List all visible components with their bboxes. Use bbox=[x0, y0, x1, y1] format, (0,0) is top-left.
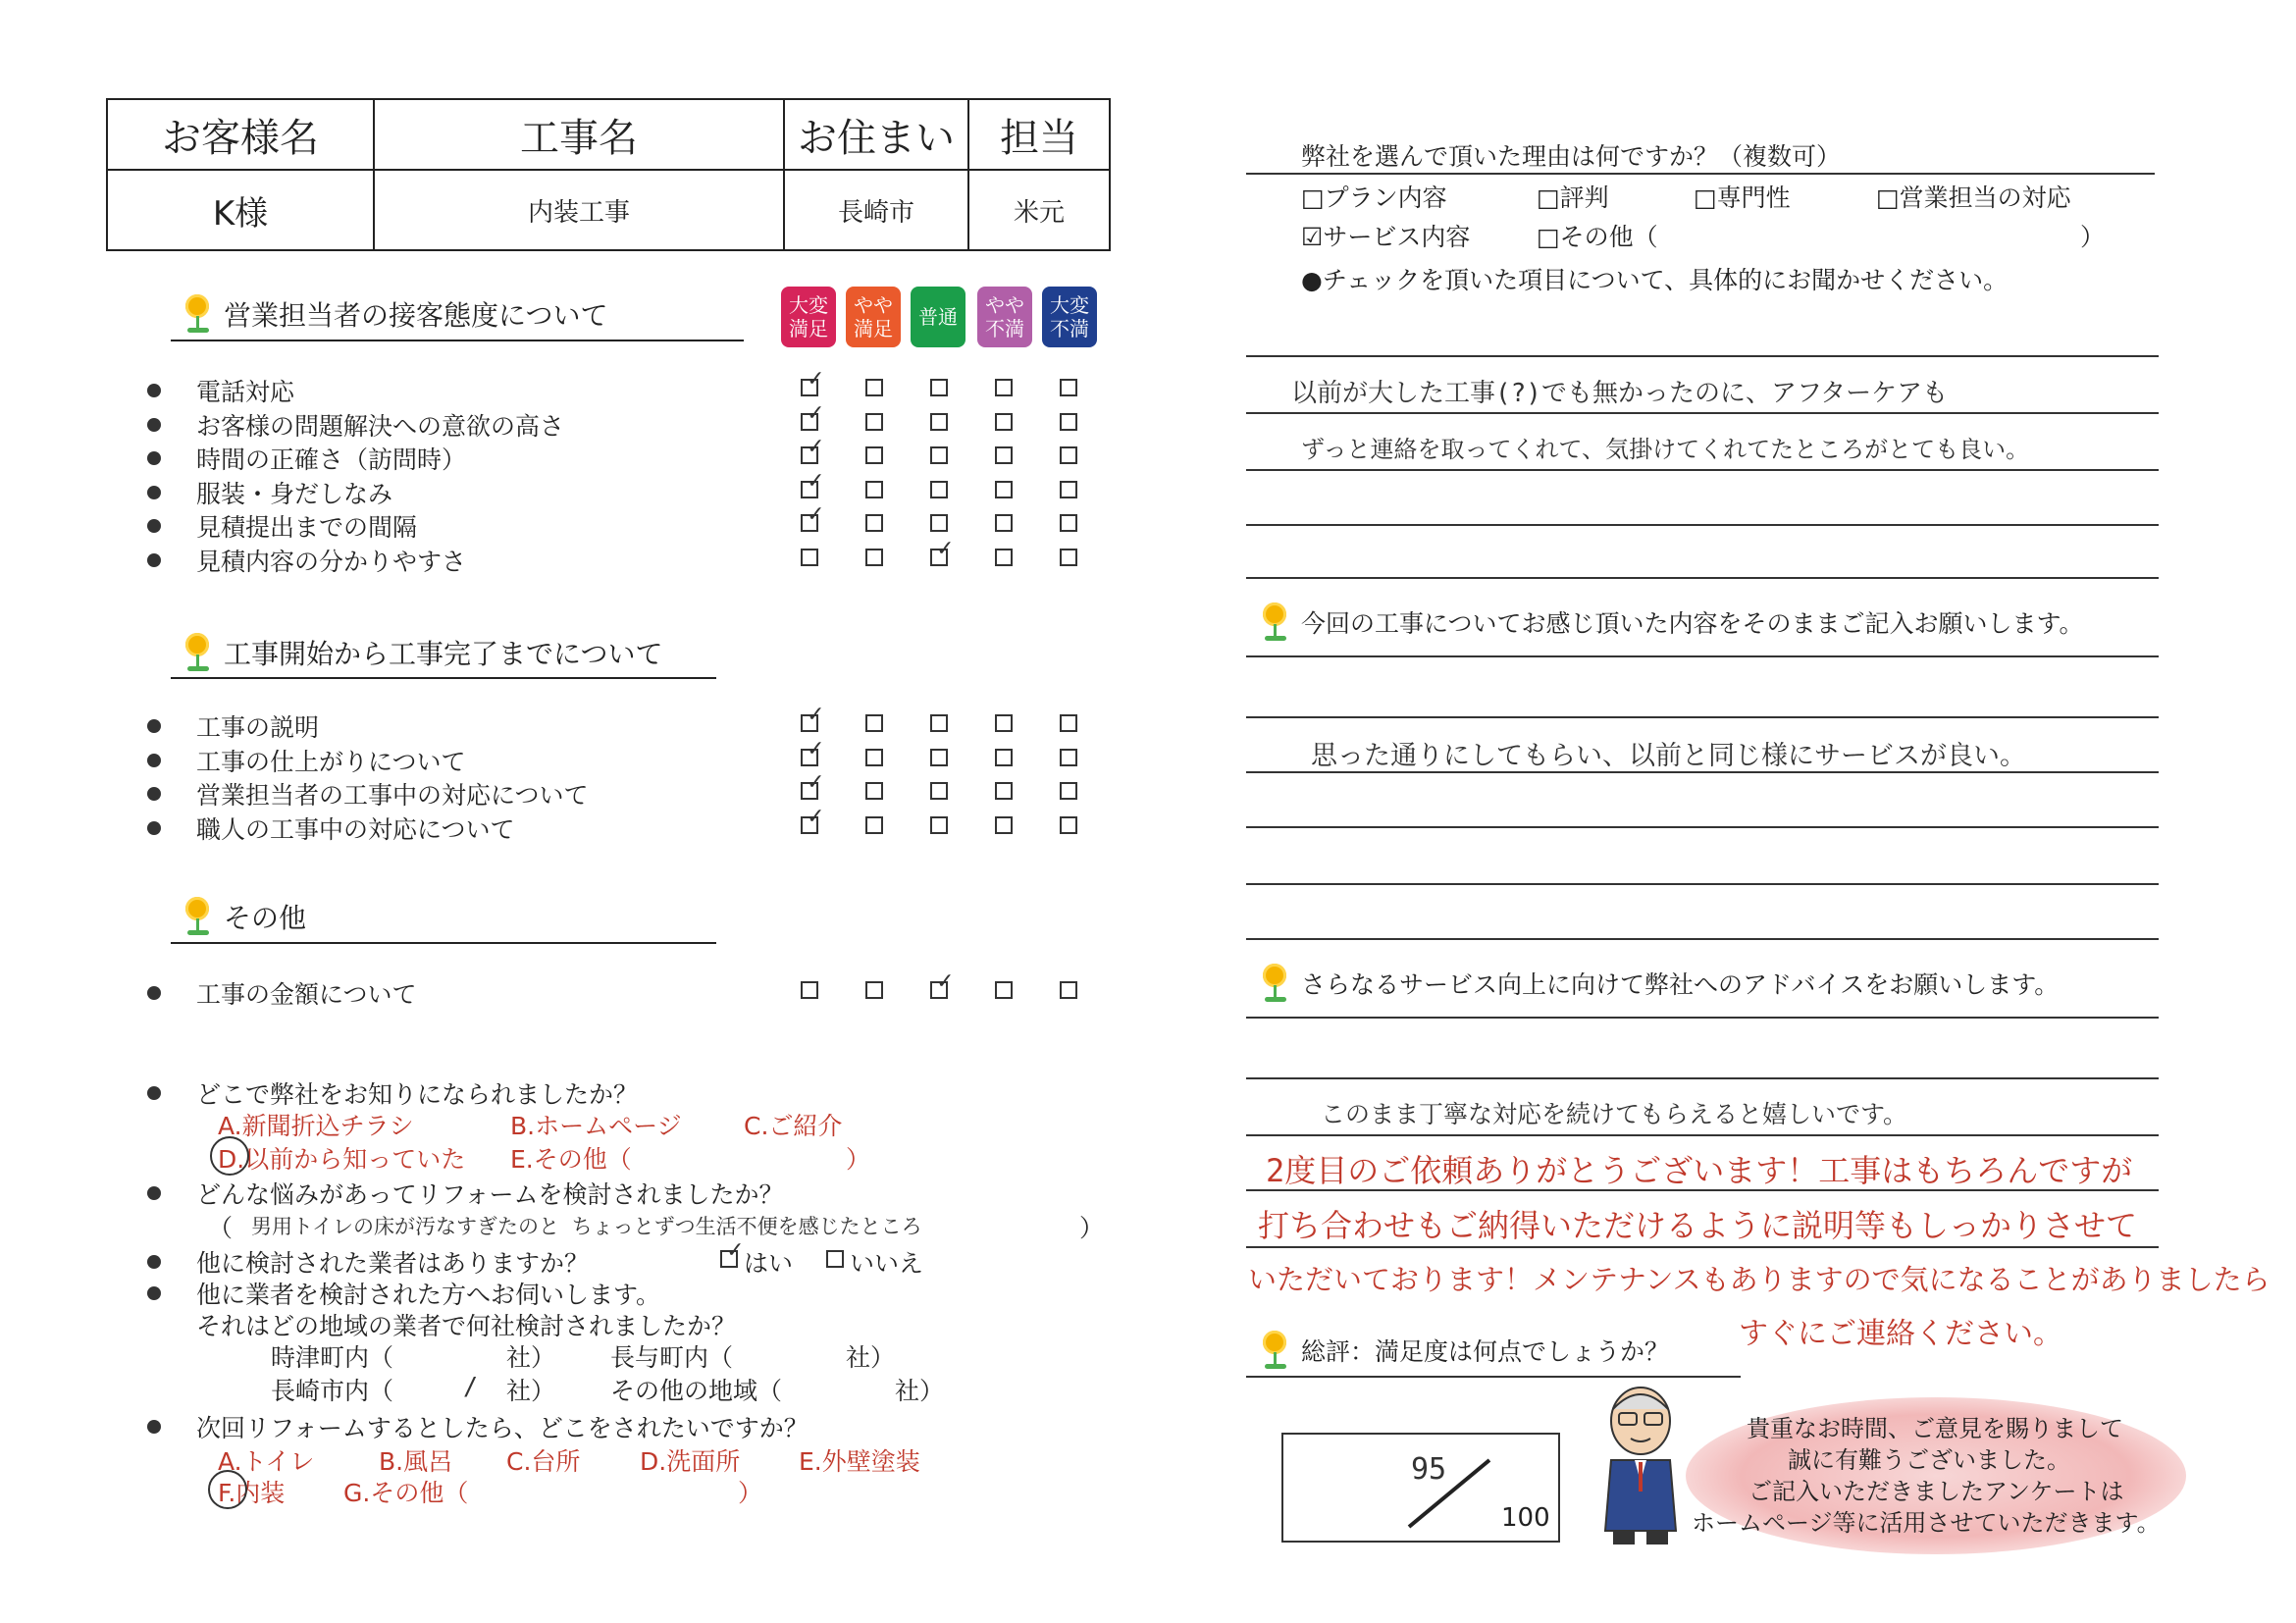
reason-option-other[interactable]: □その他（ bbox=[1537, 223, 1658, 251]
reply-line2: 打ち合わせもご納得いただけるように説明等もしっかりさせて bbox=[1258, 1207, 2138, 1244]
bullet-icon bbox=[147, 519, 161, 533]
flower-icon bbox=[184, 294, 210, 334]
source-option-c: C.ご紹介 bbox=[744, 1112, 843, 1140]
question-row bbox=[147, 708, 319, 744]
question-label: 工事の仕上がりについて bbox=[196, 747, 466, 776]
rating-checkbox[interactable] bbox=[1060, 981, 1077, 999]
region-nagasaki-value: / bbox=[463, 1372, 479, 1400]
question-other-vendor: 他に検討された業者はありますか？ bbox=[147, 1244, 589, 1280]
rating-checkbox[interactable] bbox=[801, 981, 818, 999]
bullet-icon bbox=[147, 787, 161, 801]
rating-checkbox[interactable] bbox=[801, 714, 818, 732]
rating-checkbox[interactable] bbox=[865, 782, 883, 800]
question-label: 見積提出までの間隔 bbox=[196, 513, 418, 542]
rating-checkbox[interactable] bbox=[1060, 481, 1077, 498]
bullet-icon bbox=[147, 418, 161, 432]
source-option-a: A.新聞折込チラシ bbox=[218, 1112, 414, 1140]
rating-checkbox[interactable] bbox=[801, 413, 818, 431]
question-label: 職人の工事中の対応について bbox=[196, 814, 515, 844]
rating-badge-3: 普通 bbox=[911, 287, 965, 347]
question-label: お客様の問題解決への意欲の高さ bbox=[196, 411, 565, 441]
impression-question: 今回の工事についてお感じ頂いた内容をそのままご記入お願いします。 bbox=[1301, 609, 2084, 638]
section-other-heading bbox=[184, 897, 306, 936]
question-label: 営業担当者の工事中の対応について bbox=[196, 781, 589, 810]
vendor-no-label: いいえ bbox=[850, 1249, 924, 1278]
rating-checkbox[interactable] bbox=[930, 981, 948, 999]
region-question-line2: それはどの地域の業者で何社検討されましたか？ bbox=[196, 1312, 737, 1340]
region-other: その他の地域（ bbox=[610, 1377, 783, 1405]
rating-checkbox[interactable] bbox=[995, 782, 1013, 800]
header-project-label: 工事名 bbox=[520, 115, 638, 161]
selection-circle bbox=[208, 1470, 247, 1509]
customer-name: K様 bbox=[212, 193, 269, 234]
source-option-d: D.以前から知っていた bbox=[218, 1145, 466, 1174]
rating-checkbox[interactable] bbox=[930, 481, 948, 498]
score-heading bbox=[1262, 1331, 1669, 1370]
region-nagayo: 長与町内（ bbox=[610, 1343, 734, 1372]
detail-answer-line1: 以前が大した工事(?)でも無かったのに、アフターケアも bbox=[1291, 379, 1949, 408]
rating-checkbox[interactable] bbox=[865, 714, 883, 732]
question-source: どこで弊社をお知りになられましたか？ bbox=[147, 1075, 638, 1111]
rating-checkbox[interactable] bbox=[995, 481, 1013, 498]
rating-checkbox[interactable] bbox=[865, 413, 883, 431]
rating-checkbox[interactable] bbox=[1060, 549, 1077, 566]
rating-checkbox[interactable] bbox=[801, 782, 818, 800]
rating-checkbox[interactable] bbox=[801, 549, 818, 566]
question-label: 時間の正確さ（訪問時） bbox=[196, 445, 467, 474]
region-tokitsu-close: 社） bbox=[506, 1343, 556, 1372]
worry-answer: 男用トイレの床が汚なすぎたのと ちょっとずつ生活不便を感じたところ bbox=[251, 1215, 922, 1238]
rating-checkbox[interactable] bbox=[865, 481, 883, 498]
section-construction-heading bbox=[184, 633, 662, 672]
bullet-icon bbox=[147, 719, 161, 733]
slash-divider bbox=[1401, 1454, 1499, 1533]
thanks-line3: ご記入いただきましたアンケートは bbox=[1748, 1478, 2124, 1505]
reply-line4: すぐにご連絡ください。 bbox=[1739, 1317, 2062, 1351]
next-option-b: B.風呂 bbox=[379, 1447, 453, 1476]
advice-answer: このまま丁寧な対応を続けてもらえると嬉しいです。 bbox=[1321, 1100, 1908, 1128]
rating-checkbox[interactable] bbox=[930, 749, 948, 766]
rating-checkbox[interactable] bbox=[1060, 714, 1077, 732]
question-row bbox=[147, 508, 417, 544]
thanks-line4: ホームページ等に活用させていただきます。 bbox=[1692, 1509, 2161, 1537]
rating-badge-1: 大変 満足 bbox=[781, 287, 836, 347]
flower-icon bbox=[184, 897, 210, 936]
region-other-close: 社） bbox=[895, 1377, 945, 1405]
question-row bbox=[147, 373, 294, 408]
vendor-yes-label: はい bbox=[744, 1249, 794, 1278]
rating-checkbox[interactable] bbox=[1060, 816, 1077, 834]
section-other-title: その他 bbox=[224, 902, 307, 934]
reason-option-expertise[interactable]: □専門性 bbox=[1694, 183, 1791, 212]
advice-heading bbox=[1262, 964, 2059, 1003]
reason-question: 弊社を選んで頂いた理由は何ですか？（複数可） bbox=[1301, 142, 1842, 171]
question-label: 工事の説明 bbox=[196, 713, 320, 742]
score-box bbox=[1281, 1433, 1560, 1543]
rating-badge-5: 大変 不満 bbox=[1042, 287, 1097, 347]
source-option-e: E.その他（ bbox=[510, 1145, 632, 1174]
flower-icon bbox=[184, 633, 210, 672]
next-option-f: F.内装 bbox=[218, 1479, 286, 1507]
question-row bbox=[147, 743, 466, 778]
rating-checkbox[interactable] bbox=[930, 714, 948, 732]
question-row bbox=[147, 811, 515, 846]
reply-line1: 2度目のご依頼ありがとうございます！工事はもちろんですが bbox=[1266, 1152, 2133, 1189]
rating-checkbox[interactable] bbox=[1060, 379, 1077, 396]
question-region: 他に業者を検討された方へお伺いします。 bbox=[147, 1276, 660, 1311]
question-next-reform: 次回リフォームするとしたら、どこをされたいですか？ bbox=[147, 1409, 809, 1444]
question-row bbox=[147, 407, 564, 443]
next-option-c: C.台所 bbox=[506, 1447, 581, 1476]
rating-badge-4: やや 不満 bbox=[977, 287, 1032, 347]
bullet-icon bbox=[147, 486, 161, 499]
rating-checkbox[interactable] bbox=[801, 481, 818, 498]
rating-checkbox[interactable] bbox=[930, 514, 948, 532]
impression-heading bbox=[1262, 602, 2084, 642]
flower-icon bbox=[1262, 964, 1287, 1003]
staff-mascot-illustration bbox=[1592, 1384, 1690, 1550]
bullet-icon bbox=[147, 821, 161, 835]
section-sales-attitude-title: 営業担当者の接客態度について bbox=[224, 299, 608, 332]
question-row bbox=[147, 475, 392, 510]
header-staff-label: 担当 bbox=[1000, 115, 1078, 161]
rating-checkbox[interactable] bbox=[930, 549, 948, 566]
next-option-g: G.その他（ bbox=[343, 1479, 469, 1507]
reason-option-service[interactable]: ☑サービス内容 bbox=[1301, 223, 1471, 251]
reason-option-other-close: ） bbox=[2080, 223, 2106, 251]
vendor-yes-checkbox[interactable] bbox=[720, 1250, 738, 1268]
rating-checkbox[interactable] bbox=[930, 446, 948, 464]
region-tokitsu: 時津町内（ bbox=[271, 1343, 394, 1372]
rating-checkbox[interactable] bbox=[995, 514, 1013, 532]
rating-checkbox[interactable] bbox=[930, 379, 948, 396]
question-row bbox=[147, 543, 466, 578]
score-value: 95 bbox=[1411, 1452, 1447, 1487]
rating-checkbox[interactable] bbox=[995, 549, 1013, 566]
rating-checkbox[interactable] bbox=[930, 782, 948, 800]
next-option-g-close: ） bbox=[738, 1479, 763, 1507]
question-worry: どんな悩みがあってリフォームを検討されましたか？ bbox=[147, 1176, 784, 1211]
bullet-icon bbox=[147, 754, 161, 767]
next-option-e: E.外壁塗装 bbox=[799, 1447, 920, 1476]
rating-checkbox[interactable] bbox=[1060, 514, 1077, 532]
residence-value: 長崎市 bbox=[837, 197, 914, 228]
advice-question: さらなるサービス向上に向けて弊社へのアドバイスをお願いします。 bbox=[1301, 970, 2060, 999]
vendor-no-checkbox[interactable] bbox=[826, 1250, 844, 1268]
rating-checkbox[interactable] bbox=[995, 413, 1013, 431]
thanks-line2: 誠に有難うございました。 bbox=[1788, 1446, 2070, 1474]
rating-checkbox[interactable] bbox=[1060, 782, 1077, 800]
bullet-icon bbox=[147, 384, 161, 397]
question-row bbox=[147, 975, 417, 1011]
score-question: 総評：満足度は何点でしょうか？ bbox=[1301, 1337, 1670, 1366]
rating-checkbox[interactable] bbox=[995, 816, 1013, 834]
header-residence-label: お住まい bbox=[798, 115, 955, 161]
question-row bbox=[147, 776, 589, 812]
flower-icon bbox=[1262, 602, 1287, 642]
region-nagasaki-close: 社） bbox=[506, 1377, 556, 1405]
selection-circle bbox=[210, 1136, 249, 1176]
rating-checkbox[interactable] bbox=[801, 446, 818, 464]
reason-option-sales[interactable]: □営業担当の対応 bbox=[1876, 183, 2071, 212]
section-construction-title: 工事開始から工事完了までについて bbox=[224, 638, 663, 670]
question-row bbox=[147, 441, 466, 476]
source-option-e-close: ） bbox=[846, 1145, 871, 1174]
rating-checkbox[interactable] bbox=[865, 446, 883, 464]
question-label: 服装・身だしなみ bbox=[196, 479, 393, 508]
rating-checkbox[interactable] bbox=[801, 379, 818, 396]
reason-option-plan[interactable]: □プラン内容 bbox=[1301, 183, 1447, 212]
question-label: 工事の金額について bbox=[196, 980, 417, 1009]
rating-checkbox[interactable] bbox=[865, 981, 883, 999]
worry-open-paren: （ bbox=[208, 1214, 234, 1242]
flower-icon bbox=[1262, 1331, 1287, 1370]
question-label: 見積内容の分かりやすさ bbox=[196, 547, 467, 576]
staff-value: 米元 bbox=[1013, 197, 1065, 228]
rating-checkbox[interactable] bbox=[801, 749, 818, 766]
detail-question: ●チェックを頂いた項目について、具体的にお聞かせください。 bbox=[1301, 266, 2009, 294]
rating-checkbox[interactable] bbox=[801, 816, 818, 834]
region-nagasaki: 長崎市内（ bbox=[271, 1377, 394, 1405]
detail-answer-line2: ずっと連絡を取ってくれて、気掛けてくれてたところがとても良い。 bbox=[1301, 436, 2030, 463]
score-max: 100 bbox=[1501, 1503, 1550, 1533]
rating-checkbox[interactable] bbox=[865, 816, 883, 834]
source-option-b: B.ホームページ bbox=[510, 1112, 682, 1140]
rating-checkbox[interactable] bbox=[995, 379, 1013, 396]
next-option-d: D.洗面所 bbox=[640, 1447, 741, 1476]
rating-checkbox[interactable] bbox=[995, 446, 1013, 464]
impression-answer: 思った通りにしてもらい、以前と同じ様にサービスが良い。 bbox=[1311, 741, 2026, 771]
rating-checkbox[interactable] bbox=[865, 749, 883, 766]
region-nagayo-close: 社） bbox=[846, 1343, 896, 1372]
rating-checkbox[interactable] bbox=[995, 981, 1013, 999]
question-label: 電話対応 bbox=[196, 378, 295, 406]
bullet-icon bbox=[147, 986, 161, 1000]
project-name: 内装工事 bbox=[527, 197, 630, 228]
next-option-a: A.トイレ bbox=[218, 1447, 315, 1476]
rating-checkbox[interactable] bbox=[995, 714, 1013, 732]
rating-checkbox[interactable] bbox=[1060, 749, 1077, 766]
rating-checkbox[interactable] bbox=[1060, 413, 1077, 431]
header-table bbox=[106, 98, 1111, 251]
rating-checkbox[interactable] bbox=[865, 379, 883, 396]
rating-badge-2: やや 満足 bbox=[846, 287, 901, 347]
reason-option-reputation[interactable]: □評判 bbox=[1537, 183, 1609, 212]
rating-checkbox[interactable] bbox=[865, 514, 883, 532]
rating-checkbox[interactable] bbox=[801, 514, 818, 532]
rating-checkbox[interactable] bbox=[1060, 446, 1077, 464]
worry-close-paren: ） bbox=[1079, 1214, 1105, 1242]
rating-checkbox[interactable] bbox=[930, 413, 948, 431]
bullet-icon bbox=[147, 451, 161, 465]
thanks-line1: 貴重なお時間、ご意見を賜りまして bbox=[1747, 1415, 2123, 1442]
reply-line3: いただいております！メンテナンスもありますので気になることがありましたら bbox=[1248, 1263, 2270, 1296]
section-sales-attitude-heading bbox=[184, 294, 607, 334]
rating-checkbox[interactable] bbox=[865, 549, 883, 566]
bullet-icon bbox=[147, 553, 161, 567]
rating-checkbox[interactable] bbox=[930, 816, 948, 834]
rating-checkbox[interactable] bbox=[995, 749, 1013, 766]
header-customer-label: お客様名 bbox=[162, 115, 319, 161]
